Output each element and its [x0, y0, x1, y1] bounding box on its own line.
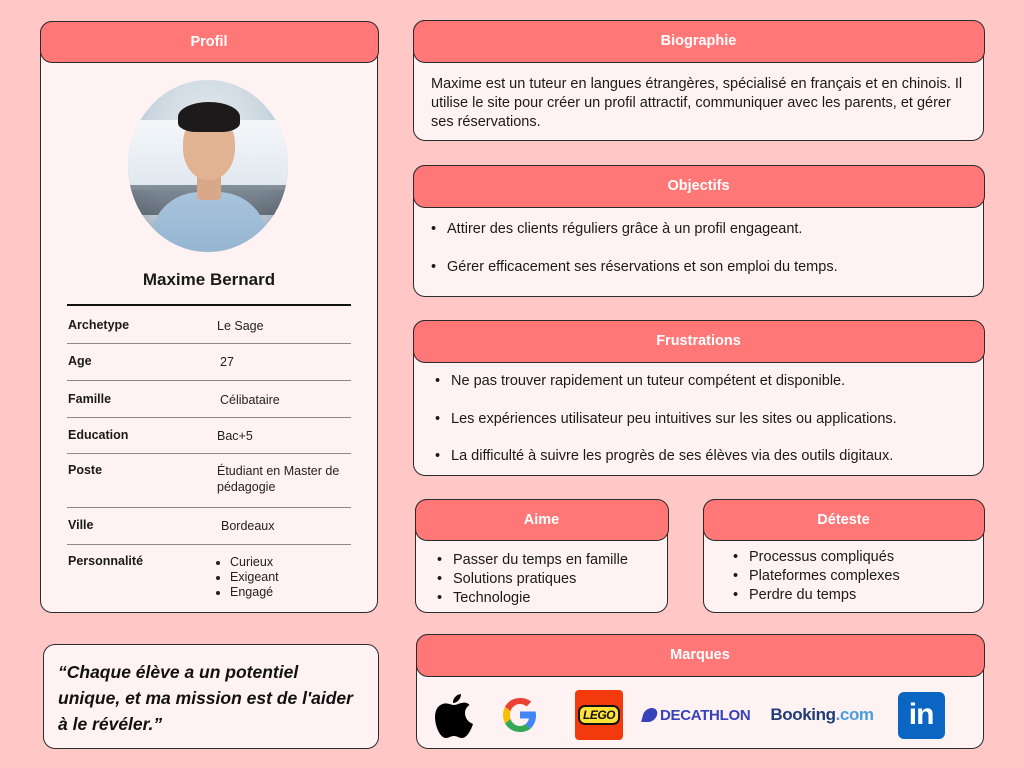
frustration-item: • Ne pas trouver rapidement un tuteur compétent et disponible.: [434, 373, 973, 411]
biography-card: [413, 20, 984, 141]
brands-card: [416, 634, 984, 749]
info-label: Education: [68, 428, 129, 442]
info-row-education: [67, 418, 351, 454]
booking-logo-icon: Booking .com: [770, 705, 874, 724]
objective-item: • Gérer efficacement ses réservations et son emploi du temps.: [430, 259, 973, 297]
dislike-item: • Plateformes complexes: [732, 567, 973, 586]
quote-text: “Chaque élève a un potentiel unique, et ma mission est de l'aider à le révéler.”: [58, 662, 353, 734]
brands-header: Marques: [416, 634, 985, 677]
info-label: Personnalité: [68, 554, 144, 568]
info-value: Bordeaux: [221, 519, 275, 533]
like-item: • Technologie: [436, 589, 657, 608]
objective-item: • Attirer des clients réguliers grâce à un profil engageant.: [430, 221, 973, 259]
frustration-item: • La difficulté à suivre les progrès de ses élèves via des outils digitaux.: [434, 448, 973, 486]
objectives-card: [413, 165, 984, 297]
info-row-age: [67, 344, 351, 381]
info-row-famille: [67, 381, 351, 418]
likes-list: [436, 551, 657, 608]
info-row-poste: [67, 454, 351, 508]
info-label: Archetype: [68, 318, 130, 332]
frustrations-card: [413, 320, 984, 476]
linkedin-logo-icon: in: [898, 692, 945, 739]
info-value: 27: [220, 355, 234, 369]
biography-header: Biographie: [413, 20, 985, 63]
info-row-archetype: [67, 306, 351, 344]
dislikes-list: [732, 548, 973, 605]
profile-info-table: [67, 304, 351, 605]
brands-row: [431, 687, 963, 743]
info-value: Le Sage: [217, 319, 264, 333]
personality-item: • Engagé: [230, 585, 351, 600]
like-item: • Passer du temps en famille: [436, 551, 657, 570]
lego-logo-icon: LEGO: [575, 690, 623, 740]
profile-card: [40, 21, 378, 613]
dislike-item: • Processus compliqués: [732, 548, 973, 567]
dislikes-card: [703, 499, 984, 613]
info-row-ville: [67, 508, 351, 545]
likes-header: Aime: [415, 499, 669, 541]
objectives-list: [430, 221, 973, 297]
personality-item: • Exigeant: [230, 570, 351, 585]
info-label: Age: [68, 354, 92, 368]
objectives-header: Objectifs: [413, 165, 985, 208]
frustrations-header: Frustrations: [413, 320, 985, 363]
google-logo-icon: [495, 693, 545, 737]
personality-list: [217, 555, 351, 600]
likes-card: [415, 499, 668, 613]
info-value: Étudiant en Master de pédagogie: [217, 464, 340, 494]
frustration-item: • Les expériences utilisateur peu intuitives sur les sites ou applications.: [434, 411, 973, 449]
quote-card: [43, 644, 379, 749]
info-label: Ville: [68, 518, 94, 532]
avatar: [128, 80, 288, 252]
dislike-item: • Perdre du temps: [732, 586, 973, 605]
biography-text: Maxime est un tuteur en langues étrangères, spécialisé en français et en chinois. Il utilise le site pour créer un profil attractif, communiquer avec les parents, et gérer ses réservations.: [431, 76, 963, 130]
frustrations-list: [434, 373, 973, 486]
info-label: Poste: [68, 463, 103, 477]
decathlon-logo-icon: DECATHLON: [643, 707, 750, 724]
info-value: Bac+5: [217, 429, 253, 443]
info-value: Célibataire: [220, 393, 280, 407]
dislikes-header: Déteste: [703, 499, 985, 541]
profile-header: Profil: [40, 21, 379, 63]
person-name: Maxime Bernard: [142, 270, 276, 289]
apple-logo-icon: [431, 690, 477, 740]
personality-item: • Curieux: [230, 555, 351, 570]
info-value: [217, 554, 351, 605]
info-row-personnalite: [67, 545, 351, 605]
like-item: • Solutions pratiques: [436, 570, 657, 589]
info-label: Famille: [68, 392, 112, 406]
